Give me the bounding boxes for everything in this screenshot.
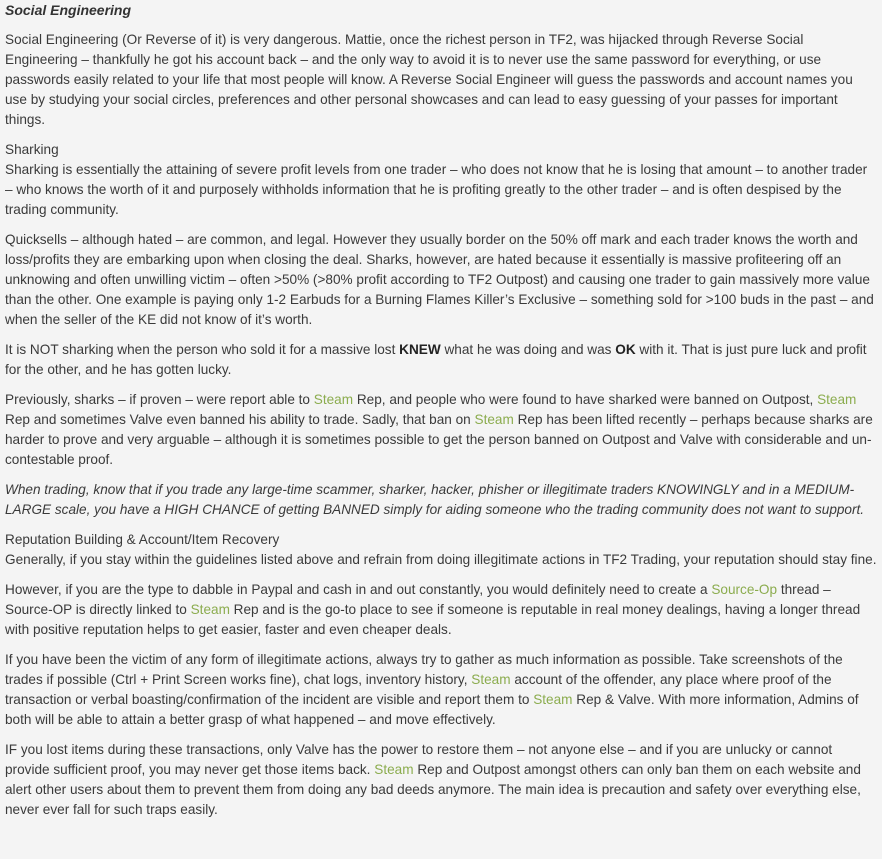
paragraph-quicksells: Quicksells – although hated – are common, and legal. However they usually border on the 50% off mark and each trader knows the worth and loss/profits they are embarking upon when closing the deal. Sharks, however, are hated because it essentially is massive profiteering off an unknowing and often unwilling victim – often >50% (>80% profit according to TF2 Outpost) and causing one trader to gain massively more value than the other. One example is paying only 1-2 Earbuds for a Burning Flames Killer’s Exclusive – something sold for >100 buds in the past – and when the seller of the KE did not know of it’s worth.	[5, 232, 874, 327]
text-span: Rep, and people who were found to have sharked were banned on Outpost,	[353, 392, 818, 407]
text-span: IF you lost items during these transactions, only Valve has the power to restore them – not anyone else – and if you are unlucky or cannot provide sufficient proof, you may never get those items back.	[5, 742, 833, 777]
sharking-heading: Sharking	[5, 142, 59, 157]
paragraph-sharking	[5, 140, 878, 220]
text-span: with it. That is just pure luck and profit for the other, and he has gotten lucky.	[5, 342, 867, 377]
source-op-link[interactable]: Source-Op	[711, 582, 778, 597]
text-span: Rep and Outpost amongst others can only ban them on each website and alert other users about them to prevent them from doing any bad deeds anymore. The main idea is precaution and safety over everything else, never ever fall for such traps easily.	[5, 762, 861, 817]
reputation-heading: Reputation Building & Account/Item Recovery	[5, 532, 280, 547]
paragraph-victim	[5, 650, 878, 730]
emphasis-knew: KNEW	[399, 342, 441, 357]
paragraph-lost-items	[5, 740, 878, 820]
paragraph-previously	[5, 390, 878, 470]
text-span: Rep and is the go-to place to see if someone is reputable in real money dealings, having a longer thread with positive reputation helps to get easier, faster and even cheaper deals.	[5, 602, 861, 637]
text-span: thread – Source-OP is directly linked to	[5, 582, 831, 617]
text-span: If you have been the victim of any form of illegitimate actions, always try to gather as much information as possible. Take screenshots of the trades if possible (Ctrl + Print Screen works fine), chat logs, inventory history,	[5, 652, 843, 687]
steam-link[interactable]: Steam	[374, 762, 414, 777]
text-span: what he was doing and was	[440, 342, 616, 357]
section-title: Social Engineering	[5, 2, 132, 18]
paragraph-social-engineering: Social Engineering (Or Reverse of it) is very dangerous. Mattie, once the richest person in TF2, was hijacked through Reverse Social Engineering – thankfully he got his account back – and the only way to avoid it is to never use the same password for everything, or use passwords easily related to your life that most people will know. A Reverse Social Engineer will guess the passwords and account names you use by studying your social circles, preferences and other personal showcases and can lead to easy guessing of your passes for important things.	[5, 32, 853, 127]
text-span: It is NOT sharking when the person who sold it for a massive lost	[5, 342, 400, 357]
text-span: Rep has been lifted recently – perhaps because sharks are harder to prove and very arguable – although it is sometimes possible to get the person banned on Outpost and Valve with considerable and un-contestable proof.	[5, 412, 873, 467]
steam-link[interactable]: Steam	[471, 672, 511, 687]
text-span: Previously, sharks – if proven – were report able to	[5, 392, 314, 407]
warning-text: When trading, know that if you trade any large-time scammer, sharker, hacker, phisher or illegitimate traders KNOWINGLY and in a MEDIUM-LARGE scale, you have a HIGH CHANCE of getting BANNED simply for aiding someone who the trading community does not want to support.	[5, 482, 865, 517]
text-span: Rep and sometimes Valve even banned his ability to trade. Sadly, that ban on	[5, 412, 475, 427]
steam-link[interactable]: Steam	[190, 602, 230, 617]
paragraph-paypal	[5, 580, 878, 640]
text-span: Rep & Valve. With more information, Admins of both will be able to attain a better grasp of what happened – and move effectively.	[5, 692, 859, 727]
steam-link[interactable]: Steam	[474, 412, 514, 427]
emphasis-ok: OK	[615, 342, 636, 357]
steam-link[interactable]: Steam	[817, 392, 857, 407]
text-span: However, if you are the type to dabble in Paypal and cash in and out constantly, you would definitely need to create a	[5, 582, 712, 597]
steam-link[interactable]: Steam	[313, 392, 354, 407]
sharking-text: Sharking is essentially the attaining of severe profit levels from one trader – who does not know that he is losing that amount – to another trader – who knows the worth of it and purposely withholds information that he is profiting greatly to the other trader – and is often despised by the trading community.	[5, 162, 868, 217]
paragraph-not-sharking	[5, 340, 878, 380]
text-span: account of the offender, any place where proof of the transaction or verbal boasting/confirmation of the incident are visible and report them to	[5, 672, 832, 707]
steam-link[interactable]: Steam	[533, 692, 573, 707]
paragraph-reputation	[5, 530, 878, 570]
paragraph-warning	[5, 480, 878, 520]
reputation-text: Generally, if you stay within the guidelines listed above and refrain from doing illegitimate actions in TF2 Trading, your reputation should stay fine.	[5, 552, 877, 567]
